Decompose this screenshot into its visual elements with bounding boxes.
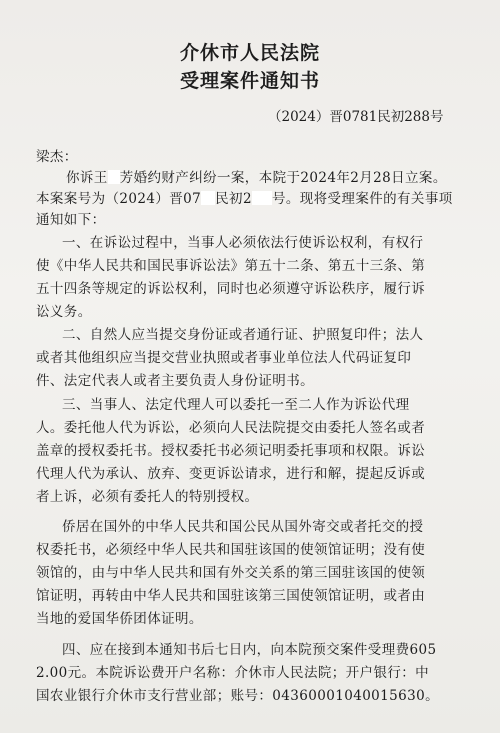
item2-line: 或者其他组织应当提交营业执照或者事业单位法人代码证复印 — [36, 350, 412, 366]
item4-line: 国农业银行介休市支行营业部；账号：04360001040015630。 — [36, 688, 440, 704]
item3-line: 盖章的授权委托书。授权委托书必须记明委托事项和权限。诉讼 — [36, 443, 426, 459]
item3b-line: 权委托书，必须经中华人民共和国驻该国的使领馆证明；没有使 — [36, 542, 426, 558]
item4-line: 四、应在接到本通知书后七日内，向本院预交案件受理费605 — [62, 642, 437, 658]
document-title: 受理案件通知书 — [179, 70, 320, 92]
item1-line: 使《中华人民共和国民事诉讼法》第五十二条、第五十三条、第 — [36, 258, 426, 274]
item3-line: 代理人代为承认、放弃、变更诉讼请求，进行和解，提起反诉或 — [36, 466, 426, 482]
intro-text: 你诉王 — [66, 170, 108, 186]
redaction-mark — [201, 191, 215, 205]
item2-line: 件、法定代表人或者主要负责人身份证明书。 — [36, 373, 314, 389]
court-name-title: 介休市人民法院 — [179, 42, 320, 64]
item3b-line: 侨居在国外的中华人民共和国公民从国外寄交或者托交的授 — [62, 519, 424, 535]
item1-line: 一、在诉讼过程中，当事人必须依法行使诉讼权利，有权行 — [62, 235, 424, 251]
item3-line: 人。委托他人代为诉讼，必须向人民法院提交由委托人签名或者 — [36, 420, 426, 436]
item3b-line: 领馆的，由与中华人民共和国有外交关系的第三国驻该国的使领 — [36, 565, 426, 581]
intro-text: 民初2 — [215, 191, 252, 207]
intro-line-1 — [66, 166, 447, 186]
intro-text: 本案案号为（2024）晋07 — [36, 191, 202, 207]
item3-line: 三、当事人、法定代理人可以委托一至二人作为诉讼代理 — [62, 397, 410, 413]
item1-line: 讼义务。 — [36, 304, 92, 320]
item1-line: 五十四条等规定的诉讼权利，同时也必须遵守诉讼秩序，履行诉 — [36, 281, 426, 297]
intro-line-3: 通知如下： — [36, 212, 106, 228]
item3-line: 者上诉，必须有委托人的特别授权。 — [36, 489, 259, 505]
intro-text: 号。现将受理案件的有关事项 — [271, 191, 453, 207]
item2-line: 二、自然人应当提交身份证或者通行证、护照复印件；法人 — [62, 327, 424, 343]
item3b-line: 当地的爱国华侨团体证明。 — [36, 611, 203, 627]
redaction-mark — [252, 191, 272, 205]
intro-line-2 — [36, 187, 453, 207]
salutation: 梁杰： — [36, 149, 78, 165]
item4-line: 2.00元。本院诉讼费开户名称：介休市人民法院；开户银行：中 — [36, 665, 430, 681]
intro-text: 芳婚约财产纠纷一案，本院于2024年2月28日立案。 — [119, 170, 447, 186]
item3b-line: 馆证明，再转由中华人民共和国驻该第三国使领馆证明，或者由 — [36, 588, 426, 604]
redaction-mark — [108, 170, 120, 184]
case-number: （2024）晋0781民初288号 — [268, 109, 444, 125]
